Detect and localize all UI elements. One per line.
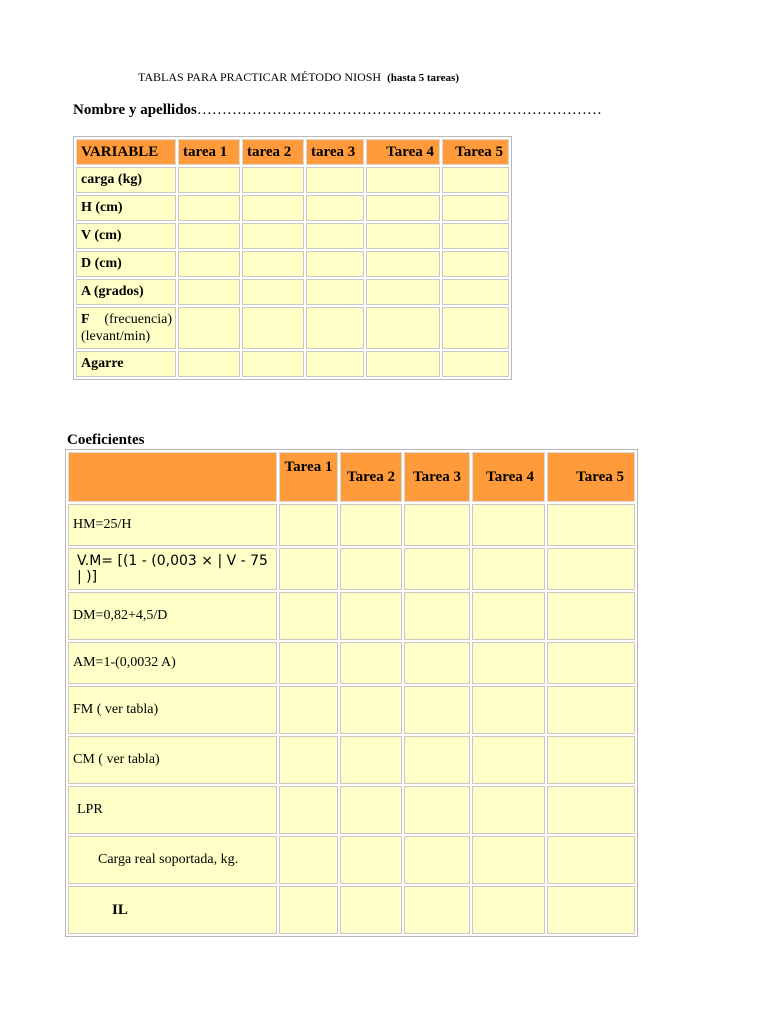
- name-label: Nombre y apellidos: [73, 102, 197, 118]
- header-empty: [68, 452, 277, 502]
- input-cell[interactable]: [472, 786, 545, 834]
- input-cell[interactable]: [404, 642, 470, 684]
- input-cell[interactable]: [404, 836, 470, 884]
- table-row: [68, 686, 635, 734]
- variables-table: [73, 136, 512, 380]
- table-row: [76, 351, 509, 377]
- input-cell[interactable]: [547, 548, 635, 590]
- input-cell[interactable]: [306, 223, 364, 249]
- header-tarea-4: Tarea 4: [366, 139, 440, 165]
- row-label-carga-real: Carga real soportada, kg.: [68, 836, 277, 884]
- row-label-agarre: Agarre: [76, 351, 176, 377]
- table-row: [76, 251, 509, 277]
- input-cell[interactable]: [306, 167, 364, 193]
- row-label-h: H (cm): [76, 195, 176, 221]
- input-cell[interactable]: [366, 351, 440, 377]
- row-label-carga: carga (kg): [76, 167, 176, 193]
- input-cell[interactable]: [178, 251, 240, 277]
- table-row: [76, 223, 509, 249]
- input-cell[interactable]: [279, 786, 338, 834]
- table-row: [68, 836, 635, 884]
- input-cell[interactable]: [442, 279, 509, 305]
- input-cell[interactable]: [306, 195, 364, 221]
- input-cell[interactable]: [340, 548, 402, 590]
- input-cell[interactable]: [340, 786, 402, 834]
- coeficientes-heading: Coeficientes: [67, 432, 145, 448]
- input-cell[interactable]: [178, 167, 240, 193]
- input-cell[interactable]: [340, 836, 402, 884]
- row-label-f: [76, 307, 176, 349]
- header-variable: VARIABLE: [76, 139, 176, 165]
- input-cell[interactable]: [178, 279, 240, 305]
- table-row: [76, 307, 509, 349]
- table-row: [68, 592, 635, 640]
- input-cell[interactable]: [340, 642, 402, 684]
- input-cell[interactable]: [404, 786, 470, 834]
- input-cell[interactable]: [472, 836, 545, 884]
- input-cell[interactable]: [340, 504, 402, 546]
- header-tarea-3: tarea 3: [306, 139, 364, 165]
- input-cell[interactable]: [404, 886, 470, 934]
- table-row: [68, 642, 635, 684]
- table-row: [76, 279, 509, 305]
- header-tarea-5: Tarea 5: [442, 139, 509, 165]
- input-cell[interactable]: [472, 642, 545, 684]
- coef-header-row: [68, 452, 635, 502]
- header-tarea-3: Tarea 3: [404, 452, 470, 502]
- input-cell[interactable]: [242, 251, 304, 277]
- row-label-am: AM=1-(0,0032 A): [68, 642, 277, 684]
- table-row: [68, 736, 635, 784]
- input-cell[interactable]: [366, 251, 440, 277]
- input-cell[interactable]: [340, 592, 402, 640]
- input-cell[interactable]: [404, 592, 470, 640]
- variables-header-row: [76, 139, 509, 165]
- table-row: [68, 504, 635, 546]
- input-cell[interactable]: [442, 251, 509, 277]
- input-cell[interactable]: [442, 167, 509, 193]
- row-label-f-bold: F: [81, 312, 90, 327]
- title-text: TABLAS PARA PRACTICAR MÉTODO NIOSH: [138, 70, 382, 84]
- input-cell[interactable]: [547, 736, 635, 784]
- input-cell[interactable]: [279, 886, 338, 934]
- input-cell[interactable]: [366, 279, 440, 305]
- input-cell[interactable]: [366, 223, 440, 249]
- input-cell[interactable]: [306, 251, 364, 277]
- input-cell[interactable]: [242, 195, 304, 221]
- input-cell[interactable]: [547, 504, 635, 546]
- input-cell[interactable]: [306, 307, 364, 349]
- input-cell[interactable]: [472, 504, 545, 546]
- input-cell[interactable]: [340, 736, 402, 784]
- input-cell[interactable]: [442, 307, 509, 349]
- input-cell[interactable]: [306, 351, 364, 377]
- row-label-hm: HM=25/H: [68, 504, 277, 546]
- input-cell[interactable]: [178, 351, 240, 377]
- input-cell[interactable]: [340, 886, 402, 934]
- input-cell[interactable]: [547, 786, 635, 834]
- input-cell[interactable]: [178, 195, 240, 221]
- input-cell[interactable]: [279, 836, 338, 884]
- row-label-cm: CM ( ver tabla): [68, 736, 277, 784]
- input-cell[interactable]: [366, 195, 440, 221]
- header-tarea-5: Tarea 5: [547, 452, 635, 502]
- input-cell[interactable]: [340, 686, 402, 734]
- input-cell[interactable]: [547, 686, 635, 734]
- input-cell[interactable]: [242, 223, 304, 249]
- input-cell[interactable]: [279, 642, 338, 684]
- input-cell[interactable]: [404, 686, 470, 734]
- input-cell[interactable]: [242, 167, 304, 193]
- input-cell[interactable]: [178, 223, 240, 249]
- row-label-d: D (cm): [76, 251, 176, 277]
- coefficients-table: [65, 449, 638, 937]
- table-row: [76, 167, 509, 193]
- input-cell[interactable]: [547, 592, 635, 640]
- input-cell[interactable]: [442, 351, 509, 377]
- name-dots: ………………………………………………………………………: [196, 102, 602, 118]
- input-cell[interactable]: [404, 504, 470, 546]
- row-label-a: A (grados): [76, 279, 176, 305]
- input-cell[interactable]: [404, 548, 470, 590]
- row-label-f-line2: (levant/min): [81, 329, 151, 344]
- table-row: [68, 786, 635, 834]
- header-tarea-2: tarea 2: [242, 139, 304, 165]
- input-cell[interactable]: [472, 548, 545, 590]
- input-cell[interactable]: [442, 195, 509, 221]
- document-title: [138, 70, 459, 85]
- input-cell[interactable]: [366, 307, 440, 349]
- input-cell[interactable]: [366, 167, 440, 193]
- input-cell[interactable]: [472, 592, 545, 640]
- input-cell[interactable]: [547, 886, 635, 934]
- row-label-vm: V.M= [(1 - (0,003 × | V - 75 | )]: [68, 548, 277, 590]
- table-row: [68, 886, 635, 934]
- input-cell[interactable]: [242, 307, 304, 349]
- input-cell[interactable]: [279, 548, 338, 590]
- title-note: (hasta 5 tareas): [387, 72, 459, 84]
- row-label-fm: FM ( ver tabla): [68, 686, 277, 734]
- row-label-v: V (cm): [76, 223, 176, 249]
- input-cell[interactable]: [404, 736, 470, 784]
- input-cell[interactable]: [279, 736, 338, 784]
- row-label-f-rest: (frecuencia): [104, 312, 172, 327]
- input-cell[interactable]: [306, 279, 364, 305]
- input-cell[interactable]: [242, 279, 304, 305]
- input-cell[interactable]: [279, 592, 338, 640]
- row-label-lpr: LPR: [68, 786, 277, 834]
- input-cell[interactable]: [547, 836, 635, 884]
- input-cell[interactable]: [472, 686, 545, 734]
- row-label-il: IL: [68, 886, 277, 934]
- table-row: [68, 548, 635, 590]
- table-row: [76, 195, 509, 221]
- input-cell[interactable]: [472, 736, 545, 784]
- input-cell[interactable]: [472, 886, 545, 934]
- header-tarea-1: tarea 1: [178, 139, 240, 165]
- input-cell[interactable]: [242, 351, 304, 377]
- name-line: [73, 102, 602, 119]
- input-cell[interactable]: [442, 223, 509, 249]
- header-tarea-4: Tarea 4: [472, 452, 545, 502]
- row-label-dm: DM=0,82+4,5/D: [68, 592, 277, 640]
- input-cell[interactable]: [279, 504, 338, 546]
- header-tarea-2: Tarea 2: [340, 452, 402, 502]
- header-tarea-1: Tarea 1: [279, 452, 338, 502]
- input-cell[interactable]: [178, 307, 240, 349]
- input-cell[interactable]: [279, 686, 338, 734]
- input-cell[interactable]: [547, 642, 635, 684]
